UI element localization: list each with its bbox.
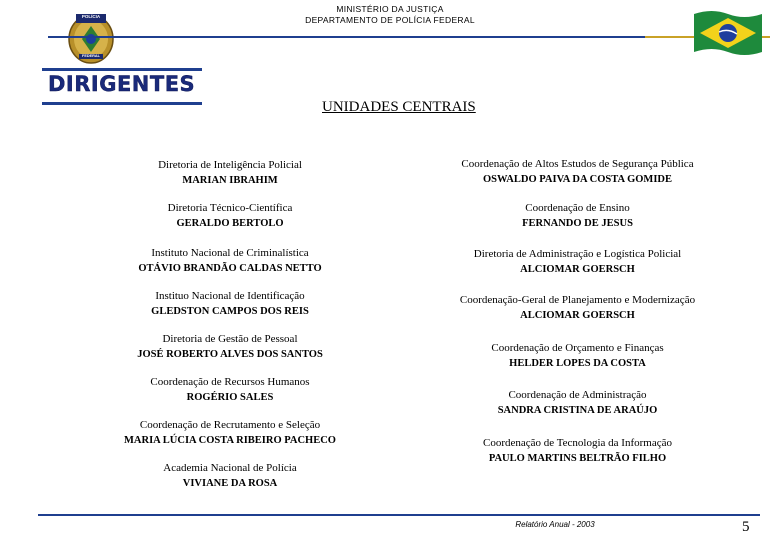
unit-title: Coordenação de Administração	[508, 389, 647, 401]
unit-title: Diretoria de Administração e Logística Policial	[473, 248, 682, 260]
unit-title: Coordenação-Geral de Planejamento e Modernização	[459, 294, 696, 306]
section-subtitle: UNIDADES CENTRAIS	[322, 99, 476, 115]
brazil-flag-icon	[692, 8, 764, 58]
title-rule-bottom	[42, 102, 202, 105]
unit-title: Diretoria de Inteligência Policial	[158, 159, 302, 171]
header-rule	[48, 36, 645, 38]
director-name: GLEDSTON CAMPOS DOS REIS	[151, 306, 309, 317]
director-name: VIVIANE DA ROSA	[182, 478, 278, 489]
director-name: OSWALDO PAIVA DA COSTA GOMIDE	[482, 174, 673, 185]
report-footer: Relatório Anual - 2003	[515, 520, 595, 529]
director-name: ALCIOMAR GOERSCH	[520, 264, 635, 275]
page-title: DIRIGENTES	[48, 72, 196, 96]
director-name: OTÁVIO BRANDÃO CALDAS NETTO	[138, 263, 322, 274]
title-rule-top	[42, 68, 202, 71]
left-entry	[90, 201, 370, 231]
left-entry	[90, 289, 370, 319]
right-entry	[435, 247, 720, 277]
left-entry	[90, 375, 370, 405]
right-entry	[435, 436, 720, 466]
unit-title: Diretoria Técnico-Científica	[167, 202, 293, 214]
left-entry	[90, 332, 370, 362]
right-entry	[435, 201, 720, 231]
unit-title: Coordenação de Altos Estudos de Segurança Pública	[461, 158, 694, 170]
director-name: GERALDO BERTOLO	[176, 218, 284, 229]
left-entry	[90, 246, 370, 276]
director-name: ALCIOMAR GOERSCH	[520, 310, 635, 321]
right-entry	[435, 293, 720, 323]
left-entry	[90, 158, 370, 188]
director-name: MARIA LÚCIA COSTA RIBEIRO PACHECO	[124, 435, 336, 446]
left-entry	[90, 418, 370, 448]
unit-title: Coordenação de Ensino	[525, 202, 630, 214]
director-name: HELDER LOPES DA COSTA	[509, 358, 646, 369]
left-entry	[90, 461, 370, 491]
unit-title: Diretoria de Gestão de Pessoal	[162, 333, 298, 345]
department-name: DEPARTAMENTO DE POLÍCIA FEDERAL	[305, 15, 475, 25]
director-name: JOSÉ ROBERTO ALVES DOS SANTOS	[137, 349, 323, 360]
unit-title: Coordenação de Recursos Humanos	[150, 376, 310, 388]
unit-title: Coordenação de Recrutamento e Seleção	[139, 419, 321, 431]
footer-rule	[38, 514, 760, 516]
right-entry	[435, 157, 720, 187]
director-name: MARIAN IBRAHIM	[182, 175, 278, 186]
page-number: 5	[742, 519, 750, 535]
director-name: PAULO MARTINS BELTRÃO FILHO	[488, 453, 667, 464]
badge-text-top: POLÍCIA	[81, 14, 101, 19]
badge-text-bottom: FEDERAL	[82, 54, 100, 58]
unit-title: Coordenação de Orçamento e Finanças	[491, 342, 664, 354]
unit-title: Academia Nacional de Polícia	[163, 462, 297, 474]
unit-title: Instituto Nacional de Criminalística	[151, 247, 309, 259]
right-entry	[435, 341, 720, 371]
unit-title: Instituo Nacional de Identificação	[155, 290, 305, 302]
ministry-name: MINISTÉRIO DA JUSTIÇA	[336, 4, 444, 14]
right-entry	[435, 388, 720, 418]
director-name: ROGÉRIO SALES	[186, 392, 274, 403]
director-name: SANDRA CRISTINA DE ARAÚJO	[497, 405, 658, 416]
unit-title: Coordenação de Tecnologia da Informação	[483, 437, 672, 449]
director-name: FERNANDO DE JESUS	[522, 218, 633, 229]
